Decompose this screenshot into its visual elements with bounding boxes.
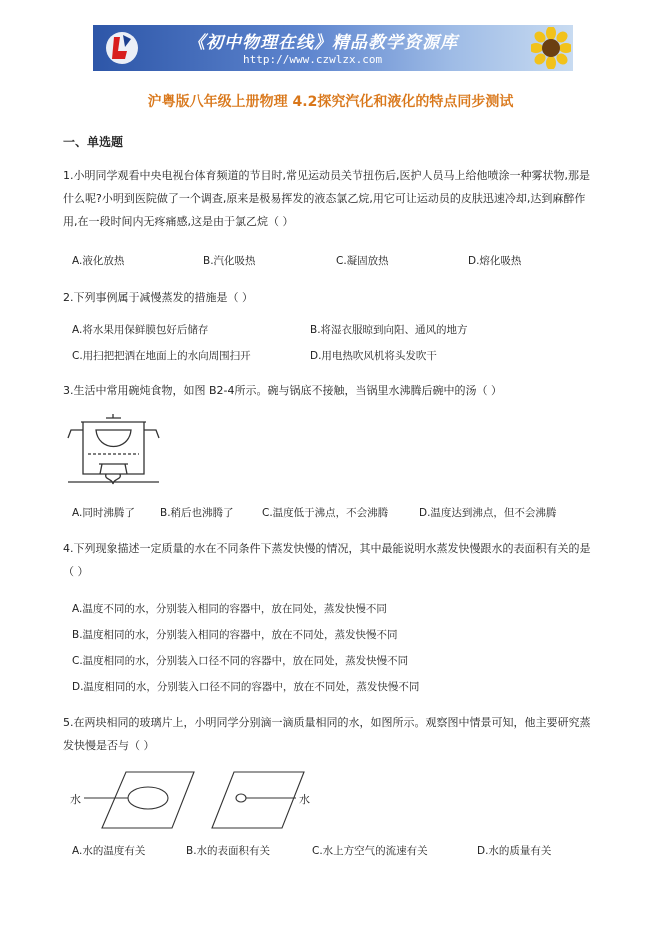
- question-5-option-d[interactable]: D.水的质量有关: [477, 845, 552, 857]
- question-5-option-a[interactable]: A.水的温度有关: [72, 845, 146, 857]
- banner-title: 《初中物理在线》精品教学资源库: [188, 33, 458, 53]
- question-3-option-a[interactable]: A.同时沸腾了: [72, 507, 135, 519]
- figure-label-water-left: 水: [70, 793, 81, 806]
- question-4-option-b[interactable]: B.温度相同的水，分别装入相同的容器中，放在不同处，蒸发快慢不同: [72, 629, 398, 641]
- question-1-stem: 1.小明同学观看中央电视台体育频道的节目时,常见运动员关节扭伤后,医护人员马上给他喷涂一种雾状物,那是什么呢?小明到医院做了一个调查,原来是极易挥发的液态氯乙烷,用它可让运动员的皮肤迅速冷却,达到麻醉作用,在一段时间内无疼痛感,这是由于氯乙烷（ ）: [63, 169, 590, 228]
- question-5-stem: 5.在两块相同的玻璃片上，小明同学分别滴一滴质量相同的水，如图所示。观察图中情景可知，他主要研究蒸发快慢是否与（ ）: [63, 716, 591, 752]
- document-title: 沪粤版八年级上册物理 4.2探究汽化和液化的特点同步测试: [147, 94, 514, 110]
- question-4-option-a[interactable]: A.温度不同的水，分别装入相同的容器中，放在同处，蒸发快慢不同: [72, 603, 387, 615]
- banner-url[interactable]: http://www.czwlzx.com: [243, 53, 383, 66]
- section-heading: 一、单选题: [63, 135, 124, 149]
- question-4-option-d[interactable]: D.温度相同的水，分别装入口径不同的容器中，放在不同处，蒸发快慢不同: [72, 681, 420, 693]
- question-3-option-d[interactable]: D.温度达到沸点，但不会沸腾: [419, 507, 557, 519]
- site-logo-icon: [105, 29, 139, 67]
- question-3-stem: 3.生活中常用碗炖食物，如图 B2-4所示。碗与锅底不接触，当锅里水沸腾后碗中的汤（ ）: [63, 384, 502, 397]
- question-2-option-d[interactable]: D.用电热吹风机将头发吹干: [310, 350, 437, 362]
- question-2-option-b[interactable]: B.将湿衣服晾到向阳、通风的地方: [310, 324, 468, 336]
- sunflower-icon: [531, 27, 571, 69]
- question-1-option-d[interactable]: D.熔化吸热: [468, 255, 522, 267]
- question-5-option-c[interactable]: C.水上方空气的流速有关: [312, 845, 428, 857]
- question-4-option-c[interactable]: C.温度相同的水，分别装入口径不同的容器中，放在同处，蒸发快慢不同: [72, 655, 409, 667]
- site-banner: [93, 25, 573, 71]
- question-1-option-a[interactable]: A.液化放热: [72, 255, 125, 267]
- question-5-option-b[interactable]: B.水的表面积有关: [186, 845, 271, 857]
- bowl-in-pot-figure: [66, 408, 161, 488]
- question-1-option-b[interactable]: B.汽化吸热: [203, 255, 256, 267]
- question-2-option-c[interactable]: C.用扫把把洒在地面上的水向周围扫开: [72, 350, 251, 362]
- question-3-option-c[interactable]: C.温度低于沸点，不会沸腾: [262, 507, 389, 519]
- glass-plates-figure: [64, 768, 334, 832]
- figure-label-water-right: 水: [299, 793, 310, 806]
- question-3-option-b[interactable]: B.稍后也沸腾了: [160, 507, 234, 519]
- question-2-option-a[interactable]: A.将水果用保鲜膜包好后储存: [72, 324, 209, 336]
- question-1-option-c[interactable]: C.凝固放热: [336, 255, 389, 267]
- question-2-stem: 2.下列事例属于减慢蒸发的措施是（ ）: [63, 291, 253, 304]
- question-4-stem: 4.下列现象描述一定质量的水在不同条件下蒸发快慢的情况，其中最能说明水蒸发快慢跟水的表面积有关的是（ ）: [63, 542, 591, 578]
